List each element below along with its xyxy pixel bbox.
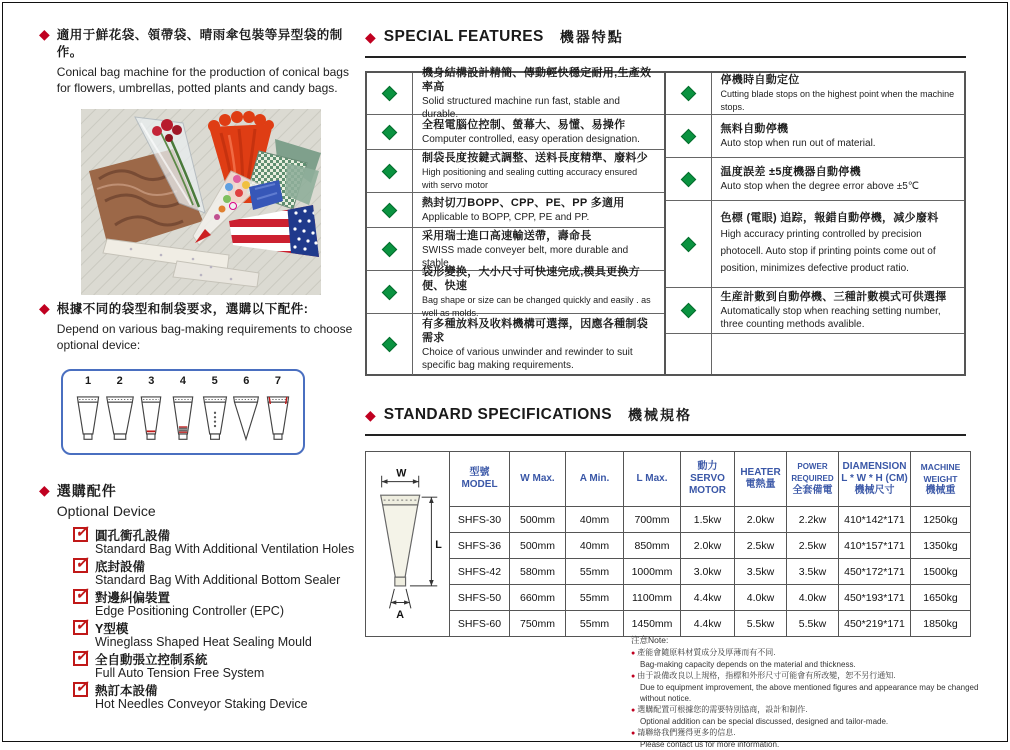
green-diamond-icon <box>382 284 398 300</box>
choose-zh: 根據不同的袋型和制袋要求，選購以下配件: <box>56 302 309 316</box>
feature-row <box>367 67 664 120</box>
optional-item-zh: 熱訂本設備 <box>95 683 158 698</box>
feature-zh: 有多種放料及收料機構可選擇，因應各種制袋需求 <box>422 318 648 344</box>
optional-item-en: Hot Needles Conveyor Staking Device <box>95 697 308 711</box>
spec-header-dimension: DIAMENSION L * W * H (CM) 機械尺寸 <box>839 452 911 507</box>
feature-en: Choice of various unwinder and rewinder to suit specific bag making requirements. <box>422 347 633 371</box>
optional-item-en: Standard Bag With Additional Bottom Sealer <box>95 573 341 587</box>
bag-dimension-diagram <box>366 452 450 637</box>
features-title-zh: 機器特點 <box>559 29 624 45</box>
optional-item-zh: 圓孔衝孔設備 <box>95 528 171 543</box>
spec-header-amin: A Min. <box>566 452 624 507</box>
optional-item <box>73 555 373 588</box>
spec-row: SHFS-50 660mm 55mm 1100mm 4.4kw 4.0kw 4.0kw 450*193*171 1650kg <box>366 585 971 611</box>
green-diamond-icon <box>382 202 398 218</box>
optional-item-zh: Y型模 <box>95 621 129 636</box>
spec-table <box>365 451 971 637</box>
feature-row <box>666 201 965 288</box>
green-diamond-icon <box>680 171 696 187</box>
feature-en: Auto stop when run out of material. <box>720 138 876 149</box>
optional-item-zh: 全自動張立控制系統 <box>95 652 208 667</box>
feature-row <box>367 265 664 318</box>
bag-cone-icon <box>200 388 230 450</box>
bag-style-4: 4 <box>168 375 198 450</box>
bag-cone-icon <box>231 388 261 450</box>
green-diamond-icon <box>382 163 398 179</box>
bullet-icon: ● <box>631 707 636 714</box>
optional-item <box>73 617 373 650</box>
optional-item-zh: 對邊糾偏裝置 <box>95 590 171 605</box>
spec-header-weight: MACHINE WEIGHT 機械重 <box>911 452 971 507</box>
feature-row <box>666 288 965 334</box>
optional-device-heading <box>39 483 357 520</box>
red-diamond-icon: ◆ <box>365 407 376 423</box>
optional-item <box>73 648 373 681</box>
feature-en: Cutting blade stops on the highest point when the machine stops. <box>720 89 955 112</box>
optional-title-en: Optional Device <box>56 503 156 519</box>
green-diamond-icon <box>680 128 696 144</box>
checkbox-checked-icon: ✓ <box>75 617 89 634</box>
spec-header-lmax: L Max. <box>624 452 681 507</box>
feature-row <box>666 115 965 158</box>
intro-en: Conical bag machine for the production of conical bags for flowers, umbrellas, potted plants and candy bags. <box>56 65 349 95</box>
feature-en: High accuracy printing controlled by precision photocell. Auto stop if printing points come out of position, minimizes defective product ratio. <box>720 229 936 274</box>
feature-row-empty <box>666 334 965 374</box>
feature-row <box>666 73 965 115</box>
intro-text <box>39 27 357 96</box>
note-item: ● 選購配置可根據您的需要特別協商，設計和制作. Optional addition can be special discussed, designed and tailor-made. <box>631 705 889 726</box>
features-table <box>365 67 966 376</box>
green-diamond-icon <box>680 86 696 102</box>
bag-style-6: 6 <box>231 375 261 450</box>
red-diamond-icon: ◆ <box>39 26 50 42</box>
bullet-icon: ● <box>631 730 636 737</box>
bag-cone-icon <box>136 388 166 450</box>
bag-style-5: 5 <box>200 375 230 450</box>
feature-zh: 機身結構設計精簡、傳動輕快穩定耐用,生產效率高 <box>422 67 652 93</box>
feature-en: Applicable to BOPP, CPP, PE and PP. <box>422 212 590 223</box>
green-diamond-icon <box>382 337 398 353</box>
optional-item-en: Edge Positioning Controller (EPC) <box>95 604 284 618</box>
bag-cone-icon <box>168 388 198 450</box>
feature-en: Bag shape or size can be changed quickly and easily . as well as molds. <box>422 294 651 318</box>
optional-item-zh: 底封設備 <box>95 559 146 574</box>
bullet-icon: ● <box>631 673 636 680</box>
optional-item <box>73 586 373 619</box>
svg-text:W: W <box>395 467 406 480</box>
green-diamond-icon <box>382 124 398 140</box>
checkbox-checked-icon: ✓ <box>75 555 89 572</box>
optional-item-en: Wineglass Shaped Heat Sealing Mould <box>95 635 312 649</box>
feature-en: Automatically stop when reaching setting number, three counting methods avalible. <box>720 306 941 330</box>
red-diamond-icon: ◆ <box>39 300 50 316</box>
spec-header-power: POWER REQUIRED 全套備電 <box>787 452 839 507</box>
feature-zh: 色標 (電眼) 追踪，報錯自動停機，减少廢料 <box>720 212 939 224</box>
optional-item-en: Full Auto Tension Free System <box>95 666 265 680</box>
spec-row: SHFS-42 580mm 55mm 1000mm 3.0kw 3.5kw 3.5kw 450*172*171 1500kg <box>366 559 971 585</box>
notes-title: 注意Note: <box>631 635 669 645</box>
green-diamond-icon <box>680 303 696 319</box>
bag-styles-panel <box>61 369 305 455</box>
choose-en: Depend on various bag-making requirements to choose optional device: <box>56 322 353 352</box>
green-diamond-icon <box>382 241 398 257</box>
spec-row: SHFS-36 500mm 40mm 850mm 2.0kw 2.5kw 2.5kw 410*157*171 1350kg <box>366 533 971 559</box>
bag-cone-icon <box>263 388 293 450</box>
bullet-icon: ● <box>631 650 636 657</box>
spec-header-model: 型號 MODEL <box>450 452 510 507</box>
feature-zh: 停機時自動定位 <box>720 74 800 86</box>
spec-header-heater: HEATER 電熱量 <box>735 452 787 507</box>
green-diamond-icon <box>680 236 696 252</box>
spec-header-wmax: W Max. <box>510 452 566 507</box>
feature-row <box>367 193 664 228</box>
bag-cone-icon <box>105 388 135 450</box>
red-diamond-icon: ◆ <box>365 29 376 45</box>
choose-text <box>39 301 357 353</box>
checkbox-checked-icon: ✓ <box>75 586 89 603</box>
specs-title-en: STANDARD SPECIFICATIONS <box>383 406 612 423</box>
feature-zh: 袋形變换，大小尺寸可快速完成,模具更换方便、快速 <box>422 265 641 292</box>
feature-zh: 制袋長度按鍵式調整、送料長度精準、廢料少 <box>422 151 648 164</box>
spec-header-servo: 動力SERVO MOTOR <box>681 452 735 507</box>
note-item: ● 產能會隨原料材質成分及厚薄而有不同. Bag-making capacity depends on the material and thickness. <box>631 648 856 669</box>
bag-cone-icon <box>73 388 103 450</box>
checkbox-checked-icon: ✓ <box>75 524 89 541</box>
feature-en: SWISS made conveyer belt, more durable and stable. <box>422 244 629 269</box>
feature-row <box>666 158 965 201</box>
notes <box>631 635 991 750</box>
bag-style-3: 3 <box>136 375 166 450</box>
checkbox-checked-icon: ✓ <box>75 648 89 665</box>
optional-item-en: Standard Bag With Additional Ventilation Holes <box>95 542 355 556</box>
feature-row <box>367 150 664 193</box>
standard-specifications-header <box>365 405 966 436</box>
feature-zh: 全程電腦位控制、螢幕大、易懂、易操作 <box>422 119 626 131</box>
feature-zh: 無料自動停機 <box>720 123 789 135</box>
feature-row <box>367 314 664 375</box>
feature-en: Computer controlled, easy operation designation. <box>422 134 640 145</box>
feature-row <box>367 115 664 150</box>
bag-dimension-diagram-icon <box>369 459 447 627</box>
features-title-en: SPECIAL FEATURES <box>383 28 544 45</box>
svg-text:A: A <box>395 608 404 621</box>
feature-en: Solid structured machine run fast, stable and durable. <box>422 96 620 120</box>
note-item: ● 由于設備改良以上規格，指標和外形尺寸可能會有所改變，恕不另行通知. Due to equipment improvement, the above mentioned figures and appearance may be changed without notice. <box>631 671 979 703</box>
spec-row: SHFS-30 500mm 40mm 700mm 1.5kw 2.0kw 2.2kw 410*142*171 1250kg <box>366 507 971 533</box>
optional-title-zh: 選購配件 <box>56 483 117 499</box>
red-diamond-icon: ◆ <box>39 482 50 498</box>
specs-title-zh: 機械規格 <box>628 407 692 423</box>
special-features-header <box>365 27 966 58</box>
feature-zh: 生産計數到自動停機、三種計數模式可供選擇 <box>720 291 947 303</box>
note-item: ● 請聯絡我們獲得更多的信息. Please contact us for more information. <box>631 728 780 749</box>
feature-en: Auto stop when the degree error above ±5℃ <box>720 181 920 192</box>
bag-style-2: 2 <box>105 375 135 450</box>
bag-style-7: 7 <box>263 375 293 450</box>
feature-en: High positioning and sealing cutting accuracy ensured with servo motor <box>422 166 638 190</box>
feature-zh: 采用瑞士進口高速輸送帶，壽命長 <box>422 229 592 242</box>
optional-item <box>73 679 373 712</box>
product-photo <box>81 109 321 295</box>
brochure-page <box>2 2 1008 749</box>
checkbox-checked-icon: ✓ <box>75 679 89 696</box>
green-diamond-icon <box>382 86 398 102</box>
optional-device-list <box>73 524 373 713</box>
svg-text:L: L <box>434 538 442 551</box>
bag-style-1: 1 <box>73 375 103 450</box>
feature-zh: 熱封切刀BOPP、CPP、PE、PP 多適用 <box>422 197 625 209</box>
optional-item <box>73 524 373 557</box>
feature-zh: 温度誤差 ±5度機器自動停機 <box>720 166 861 178</box>
intro-zh: 適用于鮮花袋、領帶袋、晴雨傘包裝等异型袋的制作。 <box>56 28 343 59</box>
spec-row: SHFS-60 750mm 55mm 1450mm 4.4kw 5.5kw 5.5kw 450*219*171 1850kg <box>366 611 971 637</box>
